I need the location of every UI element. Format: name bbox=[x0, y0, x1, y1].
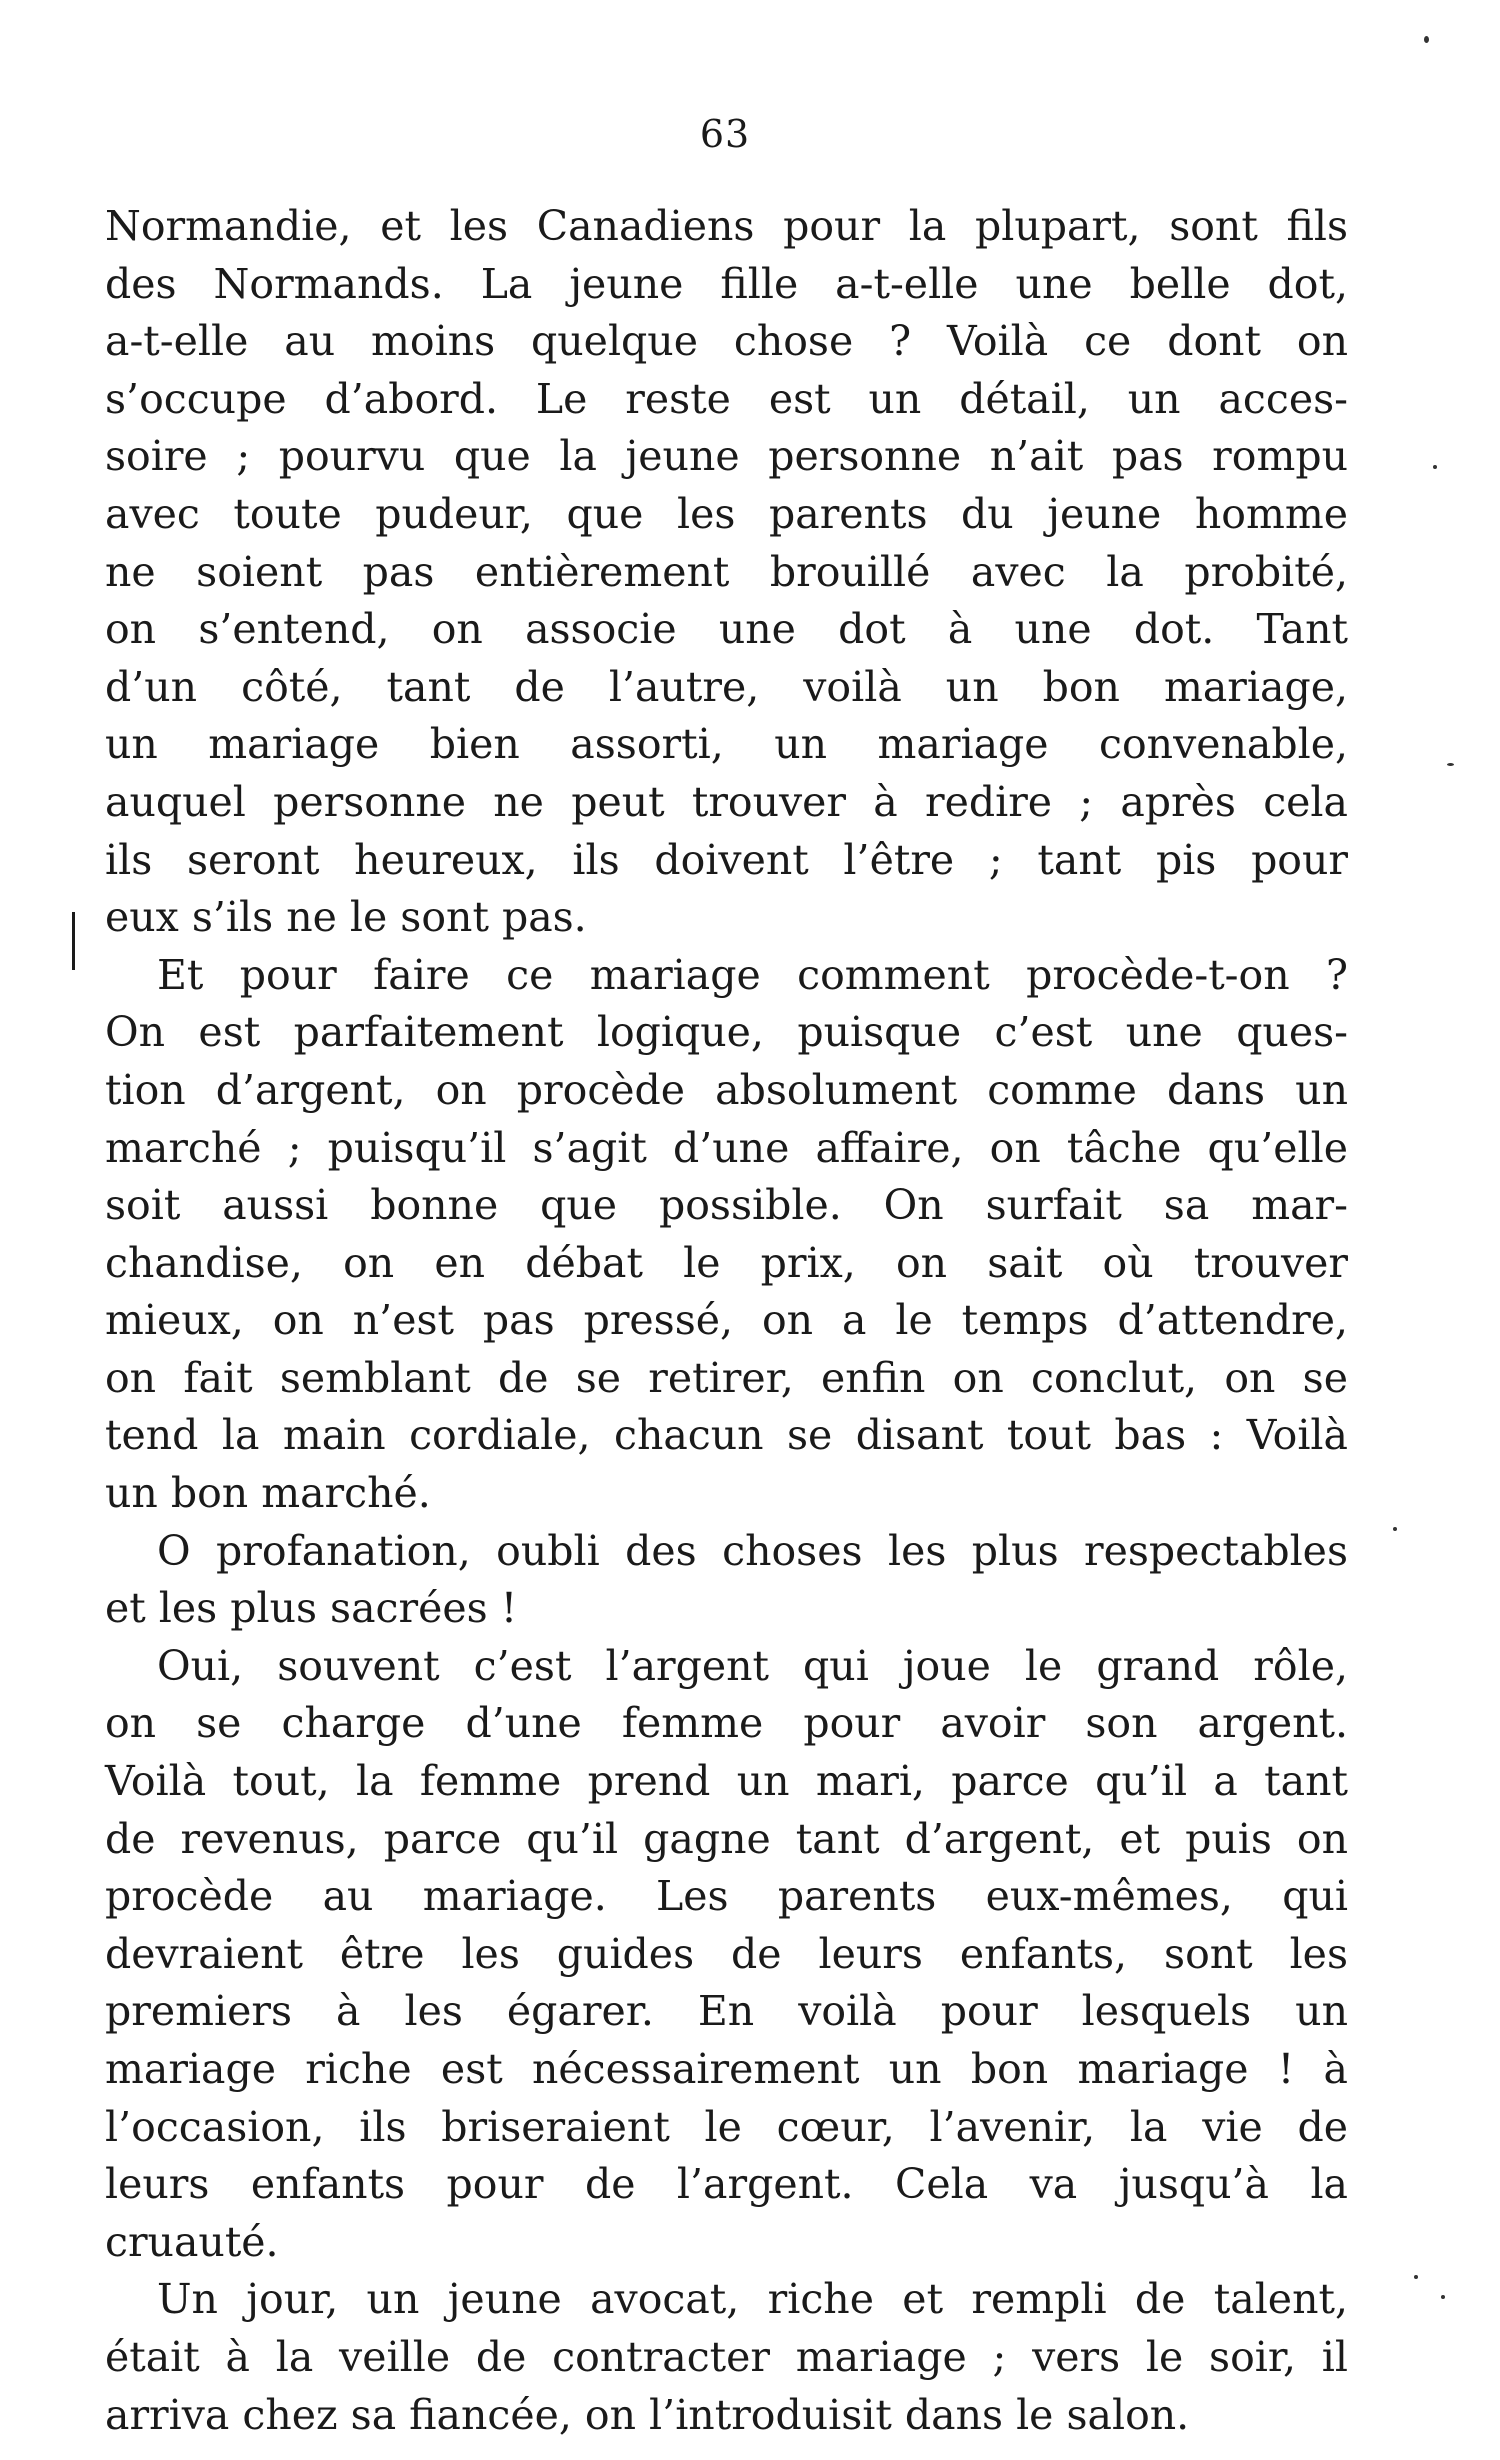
text-line: On est parfaitement logique, puisque c’est une ques- bbox=[105, 1008, 1348, 1057]
text-line: chandise, on en débat le prix, on sait où trouver bbox=[105, 1238, 1348, 1287]
text-line: eux s’ils ne le sont pas. bbox=[105, 893, 587, 942]
text-line: d’un côté, tant de l’autre, voilà un bon mariage, bbox=[105, 662, 1348, 711]
text-line: on se charge d’une femme pour avoir son argent. bbox=[105, 1699, 1348, 1748]
page-number: 63 bbox=[699, 112, 751, 156]
text-line: était à la veille de contracter mariage ; vers le soir, il bbox=[105, 2332, 1348, 2381]
text-line: l’occasion, ils briseraient le cœur, l’avenir, la vie de bbox=[105, 2102, 1348, 2151]
paragraph bbox=[105, 1523, 1348, 1638]
paragraph bbox=[105, 2271, 1348, 2444]
paragraph bbox=[105, 198, 1348, 947]
text-line: soit aussi bonne que possible. On surfait sa mar- bbox=[105, 1181, 1348, 1230]
text-line: Voilà tout, la femme prend un mari, parce qu’il a tant bbox=[105, 1757, 1348, 1806]
text-line: un mariage bien assorti, un mariage convenable, bbox=[105, 720, 1348, 769]
text-line: mieux, on n’est pas pressé, on a le temps d’attendre, bbox=[105, 1296, 1348, 1345]
text-line: procède au mariage. Les parents eux-mêmes, qui bbox=[105, 1872, 1348, 1921]
text-line: arriva chez sa fiancée, on l’introduisit dans le salon. bbox=[105, 2390, 1190, 2439]
text-line: leurs enfants pour de l’argent. Cela va jusqu’à la bbox=[105, 2160, 1348, 2209]
text-line: avec toute pudeur, que les parents du jeune homme bbox=[105, 489, 1348, 538]
text-line: O profanation, oubli des choses les plus respectables bbox=[157, 1526, 1348, 1575]
text-line: mariage riche est nécessairement un bon mariage ! à bbox=[105, 2045, 1348, 2093]
ink-speck bbox=[1414, 2275, 1418, 2279]
text-line: un bon marché. bbox=[105, 1469, 431, 1518]
text-line: des Normands. La jeune fille a-t-elle une belle dot, bbox=[105, 259, 1348, 308]
text-line: marché ; puisqu’il s’agit d’une affaire, on tâche qu’elle bbox=[105, 1123, 1348, 1172]
text-line: et les plus sacrées ! bbox=[105, 1584, 518, 1633]
text-line: ne soient pas entièrement brouillé avec la probité, bbox=[105, 547, 1348, 596]
ink-speck bbox=[1433, 465, 1437, 469]
text-line: auquel personne ne peut trouver à redire ; après cela bbox=[105, 777, 1348, 826]
text-line: de revenus, parce qu’il gagne tant d’argent, et puis on bbox=[105, 1814, 1348, 1863]
paragraph bbox=[105, 1638, 1348, 2272]
text-line: Oui, souvent c’est l’argent qui joue le grand rôle, bbox=[157, 1641, 1348, 1690]
ink-speck bbox=[1424, 36, 1429, 43]
text-line: tion d’argent, on procède absolument comme dans un bbox=[105, 1065, 1348, 1114]
text-line: s’occupe d’abord. Le reste est un détail, un acces- bbox=[105, 374, 1348, 423]
text-line: tend la main cordiale, chacun se disant tout bas : Voilà bbox=[105, 1411, 1348, 1460]
text-line: ils seront heureux, ils doivent l’être ; tant pis pour bbox=[105, 835, 1348, 884]
ink-speck bbox=[1393, 1527, 1397, 1531]
text-line: Normandie, et les Canadiens pour la plupart, sont fils bbox=[105, 202, 1348, 250]
text-line: a-t-elle au moins quelque chose ? Voilà ce dont on bbox=[105, 317, 1348, 366]
text-line: cruauté. bbox=[105, 2217, 279, 2266]
text-line: Un jour, un jeune avocat, riche et rempli de talent, bbox=[157, 2275, 1348, 2324]
text-line: soire ; pourvu que la jeune personne n’ait pas rompu bbox=[105, 432, 1348, 481]
body-text bbox=[105, 198, 1348, 2444]
ink-speck bbox=[1447, 763, 1454, 766]
text-line: premiers à les égarer. En voilà pour lesquels un bbox=[105, 1987, 1348, 2036]
text-line: on fait semblant de se retirer, enfin on conclut, on se bbox=[105, 1353, 1348, 1402]
text-line: devraient être les guides de leurs enfants, sont les bbox=[105, 1929, 1348, 1978]
ink-speck bbox=[1441, 2295, 1445, 2299]
paragraph bbox=[105, 947, 1348, 1523]
margin-mark bbox=[72, 912, 75, 970]
text-line: on s’entend, on associe une dot à une dot. Tant bbox=[105, 605, 1348, 654]
text-line: Et pour faire ce mariage comment procède-t-on ? bbox=[157, 950, 1348, 999]
